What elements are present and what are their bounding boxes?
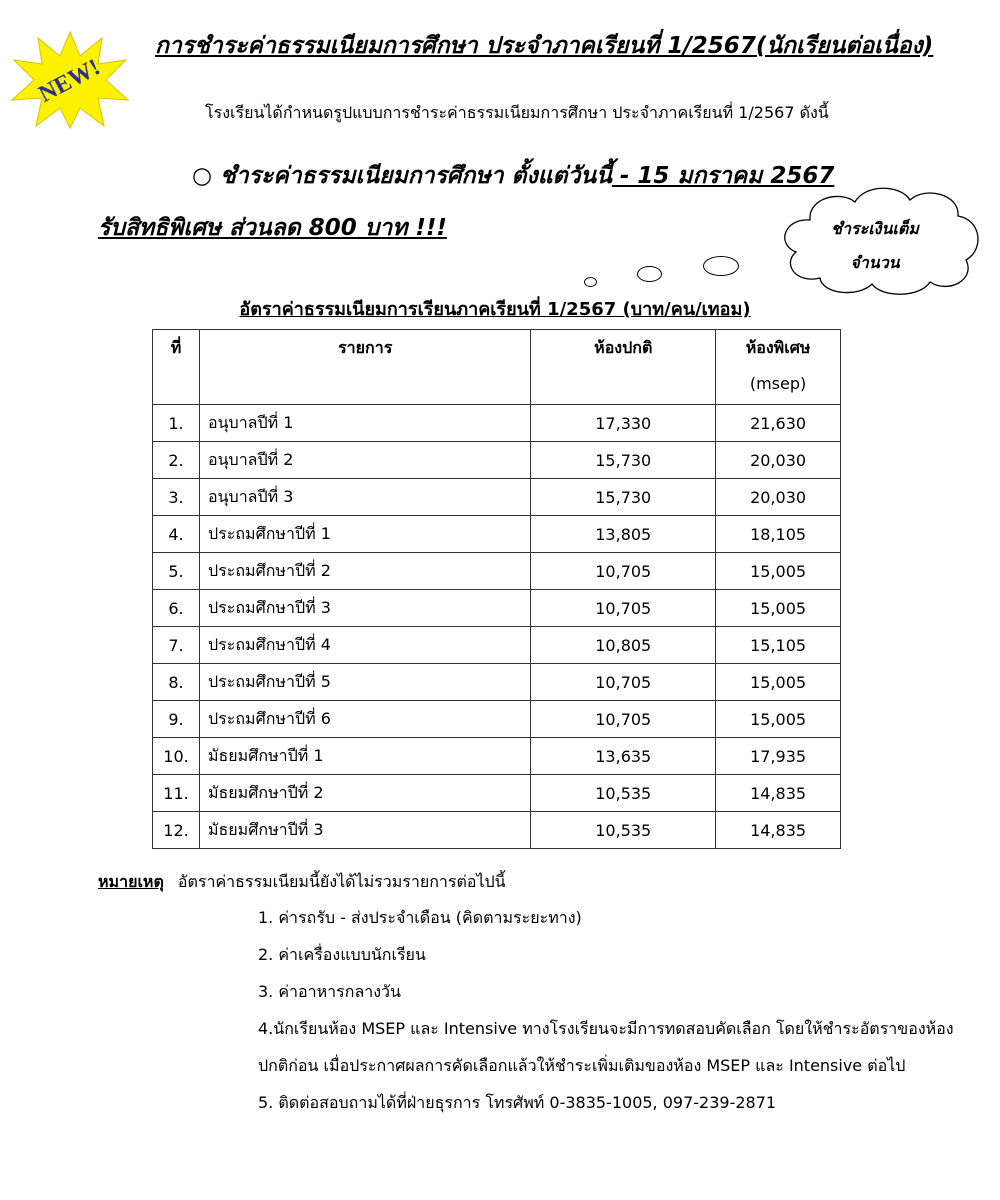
row-no: 11. [153, 775, 200, 812]
row-no: 7. [153, 627, 200, 664]
table-row [153, 405, 841, 442]
row-no: 6. [153, 590, 200, 627]
row-no: 5. [153, 553, 200, 590]
row-special-fee: 15,005 [716, 590, 841, 627]
row-normal-fee: 15,730 [531, 479, 716, 516]
row-normal-fee: 10,705 [531, 664, 716, 701]
header-special-room-label: ห้องพิเศษ [745, 338, 811, 357]
row-no: 10. [153, 738, 200, 775]
table-row [153, 590, 841, 627]
row-normal-fee: 15,730 [531, 442, 716, 479]
notes-label: หมายเหตุ [98, 872, 164, 891]
row-special-fee: 20,030 [716, 479, 841, 516]
table-row [153, 812, 841, 849]
new-badge-text: NEW! [34, 54, 105, 108]
row-special-fee: 15,005 [716, 701, 841, 738]
header-special-room-sub: (msep) [749, 374, 807, 393]
payment-period [192, 158, 834, 194]
row-special-fee: 15,105 [716, 627, 841, 664]
row-no: 1. [153, 405, 200, 442]
fee-table-body [153, 405, 841, 849]
thought-bubble-small [584, 277, 597, 287]
row-item: มัธยมศึกษาปีที่ 3 [199, 812, 530, 849]
row-special-fee: 15,005 [716, 664, 841, 701]
cloud-text-line2: จำนวน [850, 253, 900, 272]
row-no: 12. [153, 812, 200, 849]
row-item: อนุบาลปีที่ 3 [199, 479, 530, 516]
fee-table [152, 329, 841, 849]
table-row [153, 701, 841, 738]
row-no: 9. [153, 701, 200, 738]
row-special-fee: 14,835 [716, 775, 841, 812]
row-normal-fee: 17,330 [531, 405, 716, 442]
payment-period-text: ชำระค่าธรรมเนียมการศึกษา ตั้งแต่วันนี้ [220, 163, 612, 189]
new-badge-icon [10, 30, 130, 130]
row-special-fee: 18,105 [716, 516, 841, 553]
row-item: อนุบาลปีที่ 1 [199, 405, 530, 442]
row-special-fee: 21,630 [716, 405, 841, 442]
row-item: ประถมศึกษาปีที่ 3 [199, 590, 530, 627]
row-item: ประถมศึกษาปีที่ 5 [199, 664, 530, 701]
row-normal-fee: 10,705 [531, 590, 716, 627]
payment-deadline: - 15 มกราคม 2567 [611, 163, 835, 189]
notes-header [98, 870, 978, 895]
thought-bubble-medium [637, 266, 662, 282]
row-normal-fee: 10,705 [531, 701, 716, 738]
row-item: มัธยมศึกษาปีที่ 1 [199, 738, 530, 775]
row-special-fee: 17,935 [716, 738, 841, 775]
thought-bubble-large [703, 256, 739, 276]
intro-text: โรงเรียนได้กำหนดรูปแบบการชำระค่าธรรมเนียมการศึกษา ประจำภาคเรียนที่ 1/2567 ดังนี้ [205, 103, 829, 122]
row-no: 3. [153, 479, 200, 516]
note-item: 5. ติดต่อสอบถามได้ที่ฝ่ายธุรการ โทรศัพท์ 0-3835-1005, 097-239-2871 [258, 1093, 777, 1112]
discount-privilege: รับสิทธิพิเศษ ส่วนลด 800 บาท !!! [98, 215, 447, 241]
table-row [153, 442, 841, 479]
row-normal-fee: 10,535 [531, 812, 716, 849]
row-item: ประถมศึกษาปีที่ 4 [199, 627, 530, 664]
table-header-row [153, 330, 841, 405]
fee-table-title: อัตราค่าธรรมเนียมการเรียนภาคเรียนที่ 1/2567 (บาท/คน/เทอม) [239, 299, 751, 320]
header-special-room [716, 330, 841, 405]
table-row [153, 627, 841, 664]
table-row [153, 553, 841, 590]
row-normal-fee: 10,535 [531, 775, 716, 812]
notes-intro: อัตราค่าธรรมเนียมนี้ยังได้ไม่รวมรายการต่อไปนี้ [177, 872, 506, 891]
table-row [153, 664, 841, 701]
header-normal-room: ห้องปกติ [531, 330, 716, 405]
note-item: 3. ค่าอาหารกลางวัน [258, 982, 401, 1001]
page-title: การชำระค่าธรรมเนียมการศึกษา ประจำภาคเรียนที่ 1/2567(นักเรียนต่อเนื่อง) [155, 33, 934, 59]
row-normal-fee: 13,635 [531, 738, 716, 775]
table-row [153, 516, 841, 553]
row-item: ประถมศึกษาปีที่ 2 [199, 553, 530, 590]
note-item: 1. ค่ารถรับ - ส่งประจำเดือน (คิดตามระยะทาง) [258, 908, 582, 927]
row-item: อนุบาลปีที่ 2 [199, 442, 530, 479]
row-no: 4. [153, 516, 200, 553]
note-item: 4.นักเรียนห้อง MSEP และ Intensive ทางโรงเรียนจะมีการทดสอบคัดเลือก โดยให้ชำระอัตราของห้องปกติก่อน เมื่อประกาศผลการคัดเลือกแล้วให้ชำระเพิ่มเติมของห้อง MSEP และ Intensive ต่อไป [258, 1019, 954, 1075]
row-special-fee: 20,030 [716, 442, 841, 479]
row-normal-fee: 10,705 [531, 553, 716, 590]
row-no: 2. [153, 442, 200, 479]
cloud-text [805, 212, 945, 280]
table-row [153, 738, 841, 775]
notes-list [258, 899, 978, 1121]
header-no: ที่ [153, 330, 200, 405]
row-no: 8. [153, 664, 200, 701]
note-item: 2. ค่าเครื่องแบบนักเรียน [258, 945, 426, 964]
bullet-circle-icon: ○ [192, 163, 213, 189]
row-normal-fee: 10,805 [531, 627, 716, 664]
row-special-fee: 15,005 [716, 553, 841, 590]
row-item: ประถมศึกษาปีที่ 6 [199, 701, 530, 738]
row-normal-fee: 13,805 [531, 516, 716, 553]
row-special-fee: 14,835 [716, 812, 841, 849]
row-item: มัธยมศึกษาปีที่ 2 [199, 775, 530, 812]
table-row [153, 479, 841, 516]
header-item: รายการ [199, 330, 530, 405]
row-item: ประถมศึกษาปีที่ 1 [199, 516, 530, 553]
table-row [153, 775, 841, 812]
cloud-text-line1: ชำระเงินเต็ม [831, 219, 919, 238]
notes-section [98, 870, 978, 1121]
